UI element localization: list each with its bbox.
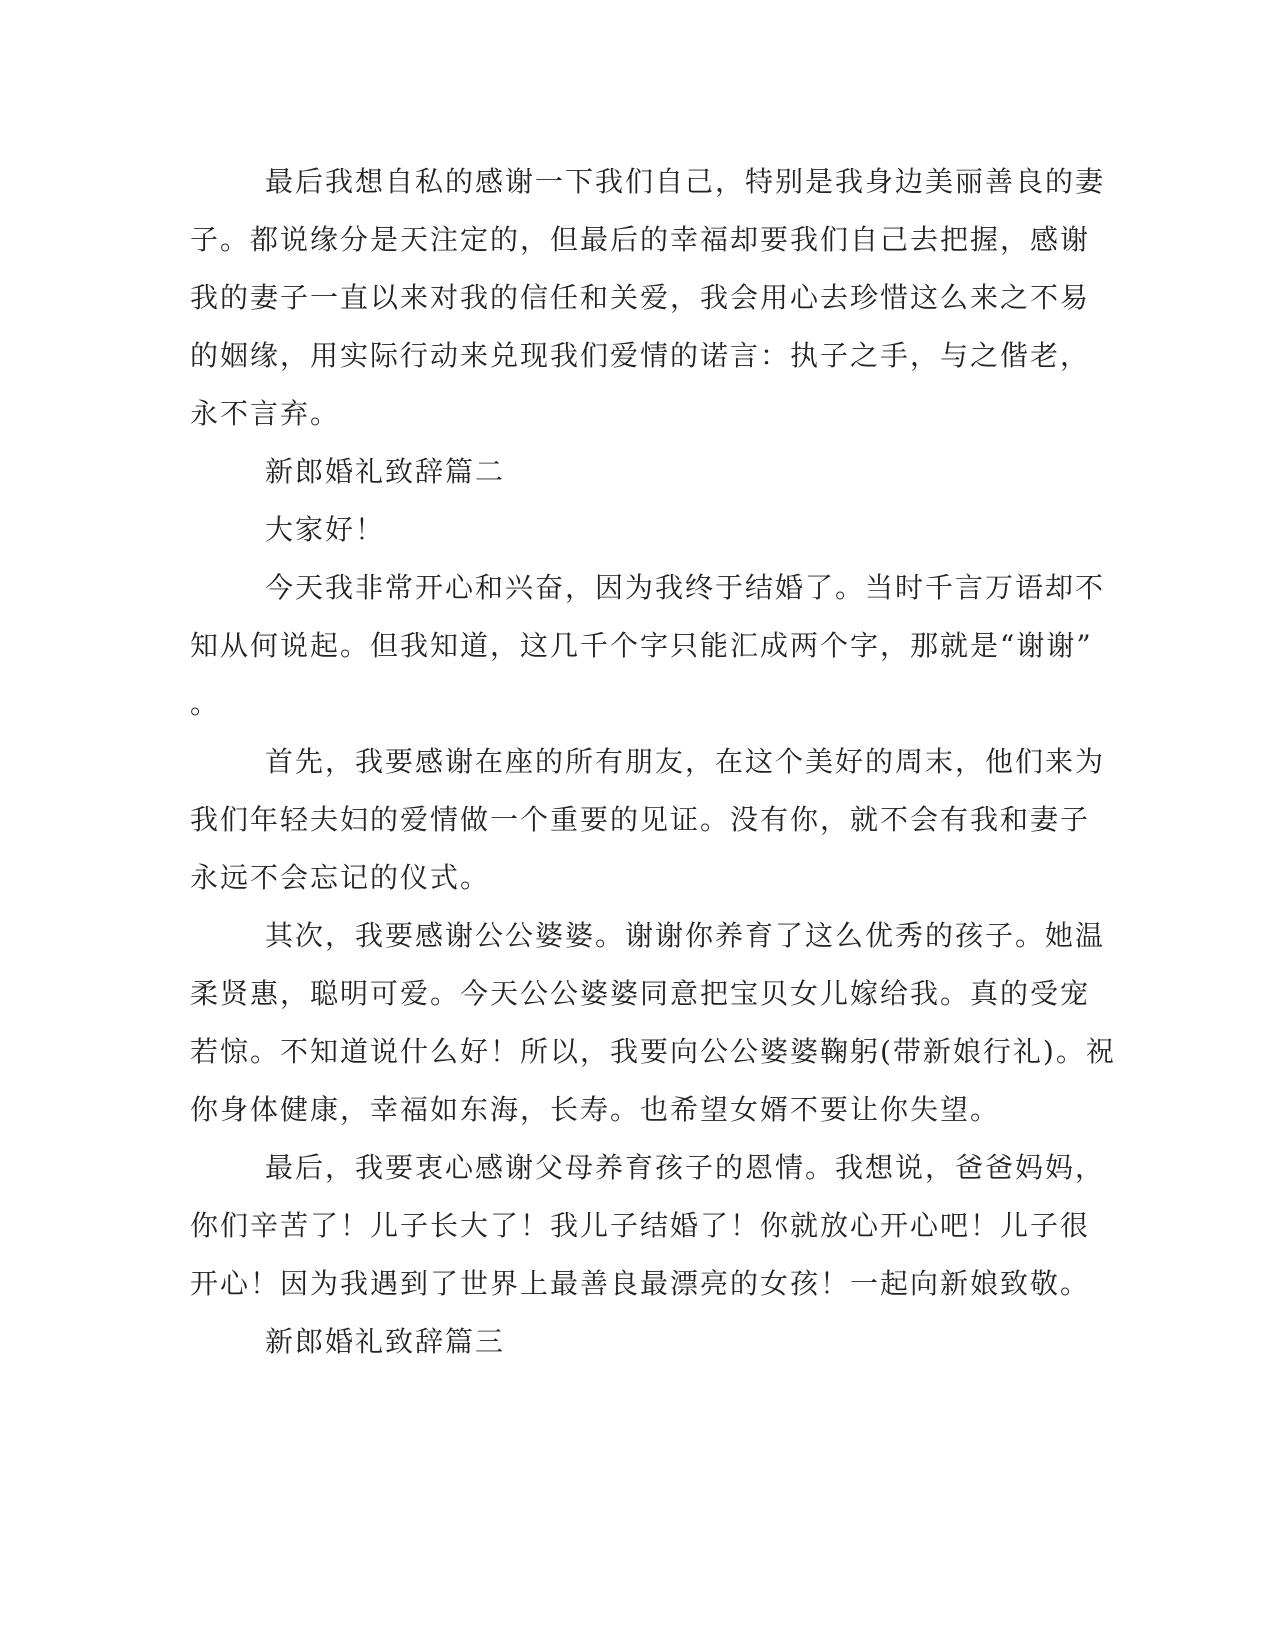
paragraph-line: 子。都说缘分是天注定的，但最后的幸福却要我们自己去把握，感谢	[190, 223, 1091, 256]
paragraph-line: 最后我想自私的感谢一下我们自己，特别是我身边美丽善良的妻	[265, 165, 1106, 198]
paragraph-line: 的姻缘，用实际行动来兑现我们爱情的诺言：执子之手，与之偕老，	[190, 339, 1091, 372]
paragraph-line: 。	[190, 687, 221, 720]
paragraph-line: 永不言弃。	[190, 397, 341, 430]
paragraph-line: 你们辛苦了！儿子长大了！我儿子结婚了！你就放心开心吧！儿子很	[190, 1209, 1091, 1242]
paragraph-line: 最后，我要衷心感谢父母养育孩子的恩情。我想说，爸爸妈妈，	[265, 1151, 1106, 1184]
paragraph-line: 柔贤惠，聪明可爱。今天公公婆婆同意把宝贝女儿嫁给我。真的受宠	[190, 977, 1091, 1010]
paragraph-line: 今天我非常开心和兴奋，因为我终于结婚了。当时千言万语却不	[265, 571, 1106, 604]
paragraph-line: 开心！因为我遇到了世界上最善良最漂亮的女孩！一起向新娘致敬。	[190, 1267, 1091, 1300]
section-heading: 新郎婚礼致辞篇二	[265, 455, 506, 488]
paragraph-line: 知从何说起。但我知道，这几千个字只能汇成两个字，那就是“谢谢”	[190, 629, 1093, 662]
greeting-line: 大家好！	[265, 513, 386, 546]
section-heading: 新郎婚礼致辞篇三	[265, 1325, 506, 1358]
paragraph-line: 你身体健康，幸福如东海，长寿。也希望女婿不要让你失望。	[190, 1093, 1001, 1126]
paragraph-line: 我的妻子一直以来对我的信任和关爱，我会用心去珍惜这么来之不易	[190, 281, 1091, 314]
paragraph-line: 首先，我要感谢在座的所有朋友，在这个美好的周末，他们来为	[265, 745, 1106, 778]
paragraph-line: 其次，我要感谢公公婆婆。谢谢你养育了这么优秀的孩子。她温	[265, 919, 1106, 952]
paragraph-line: 若惊。不知道说什么好！所以，我要向公公婆婆鞠躬(带新娘行礼)。祝	[190, 1035, 1116, 1068]
paragraph-line: 永远不会忘记的仪式。	[190, 861, 491, 894]
paragraph-line: 我们年轻夫妇的爱情做一个重要的见证。没有你，就不会有我和妻子	[190, 803, 1091, 836]
